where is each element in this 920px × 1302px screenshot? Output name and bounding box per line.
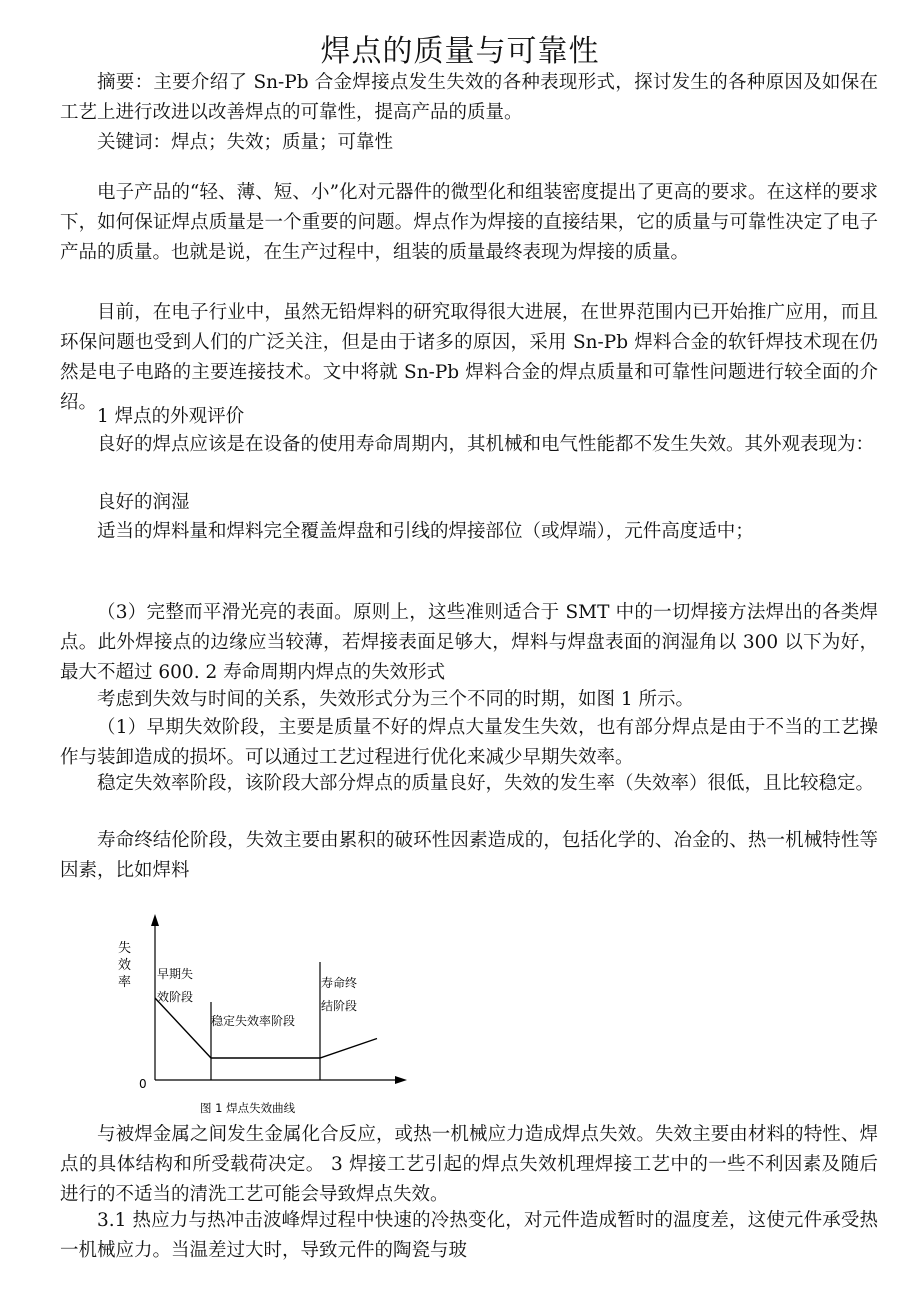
body-paragraph-4: （3）完整而平滑光亮的表面。原则上，这些准则适合于 SMT 中的一切焊接方法焊出的各类焊点。此外焊接点的边缘应当较薄，若焊接表面足够大，焊料与焊盘表面的润湿角以 300 以下为好，最大不超过 600. 2 寿命周期内焊点的失效形式 — [60, 602, 878, 683]
body-paragraph-7: 稳定失效率阶段，该阶段大部分焊点的质量良好，失效的发生率（失效率）很低，且比较稳定。 — [97, 773, 875, 794]
stage-early-label-1: 早期失 — [157, 967, 194, 981]
failure-curve-figure — [115, 912, 415, 1122]
stage-end-label-1: 寿命终 — [321, 976, 358, 990]
failure-curve-chart — [115, 912, 415, 1122]
x-axis-arrow-icon — [395, 1076, 407, 1084]
y-axis-label-1: 失 — [118, 941, 132, 956]
body-paragraph-10: 3.1 热应力与热冲击波峰焊过程中快速的冷热变化，对元件造成暂时的温度差，这使元件承受热一机械应力。当温差过大时，导致元件的陶瓷与玻 — [60, 1210, 878, 1261]
y-axis-label-3: 率 — [118, 975, 132, 990]
body-paragraph-2: 目前，在电子行业中，虽然无铅焊料的研究取得很大进展，在世界范围内已开始推广应用，而且环保问题也受到人们的广泛关注，但是由于诸多的原因，采用 Sn-Pb 焊料合金的软钎焊技术现在仍然是电子电路的主要连接技术。文中将就 Sn-Pb 焊料合金的焊点质量和可靠性问题进行较全面的介绍。 — [60, 302, 878, 413]
document-title: 焊点的质量与可靠性 — [320, 34, 600, 69]
stage-stable-label: 稳定失效率阶段 — [211, 1014, 296, 1028]
body-paragraph-3: 良好的焊点应该是在设备的使用寿命周期内，其机械和电气性能都不发生失效。其外观表现为： — [97, 434, 875, 455]
body-paragraph-9: 与被焊金属之间发生金属化合反应，或热一机械应力造成焊点失效。失效主要由材料的特性、焊点的具体结构和所受载荷决定。 3 焊接工艺引起的焊点失效机理焊接工艺中的一些不利因素及随后进行的不适当的清洗工艺可能会导致焊点失效。 — [60, 1124, 878, 1205]
stage-early-label-2: 效阶段 — [157, 990, 194, 1004]
list-item-solder-amount: 适当的焊料量和焊料完全覆盖焊盘和引线的焊接部位（或焊端），元件高度适中； — [97, 521, 754, 542]
body-paragraph-1: 电子产品的“轻、薄、短、小”化对元器件的微型化和组装密度提出了更高的要求。在这样的要求下，如何保证焊点质量是一个重要的问题。焊点作为焊接的直接结果，它的质量与可靠性决定了电子产品的质量。也就是说，在生产过程中，组装的质量最终表现为焊接的质量。 — [60, 182, 878, 263]
body-paragraph-8: 寿命终结伦阶段，失效主要由累积的破环性因素造成的，包括化学的、冶金的、热一机械特性等因素，比如焊料 — [60, 830, 878, 881]
keywords-line: 关键词：焊点；失效；质量；可靠性 — [97, 132, 394, 153]
body-paragraph-5: 考虑到失效与时间的关系，失效形式分为三个不同的时期，如图 1 所示。 — [97, 689, 695, 710]
y-axis-label-2: 效 — [118, 958, 132, 973]
section-heading-1: 1 焊点的外观评价 — [97, 406, 245, 427]
body-paragraph-6: （1）早期失效阶段，主要是质量不好的焊点大量发生失效，也有部分焊点是由于不当的工艺操作与装卸造成的损坏。可以通过工艺过程进行优化来减少早期失效率。 — [60, 717, 878, 768]
y-axis-arrow-icon — [151, 914, 159, 926]
list-item-wetting: 良好的润湿 — [97, 492, 190, 513]
figure-caption: 图 1 焊点失效曲线 — [200, 1101, 296, 1115]
stage-end-label-2: 结阶段 — [321, 999, 358, 1013]
abstract-paragraph: 摘要：主要介绍了 Sn-Pb 合金焊接点发生失效的各种表现形式，探讨发生的各种原因及如保在工艺上进行改进以改善焊点的可靠性，提高产品的质量。 — [60, 72, 878, 123]
origin-label: 0 — [139, 1077, 147, 1091]
